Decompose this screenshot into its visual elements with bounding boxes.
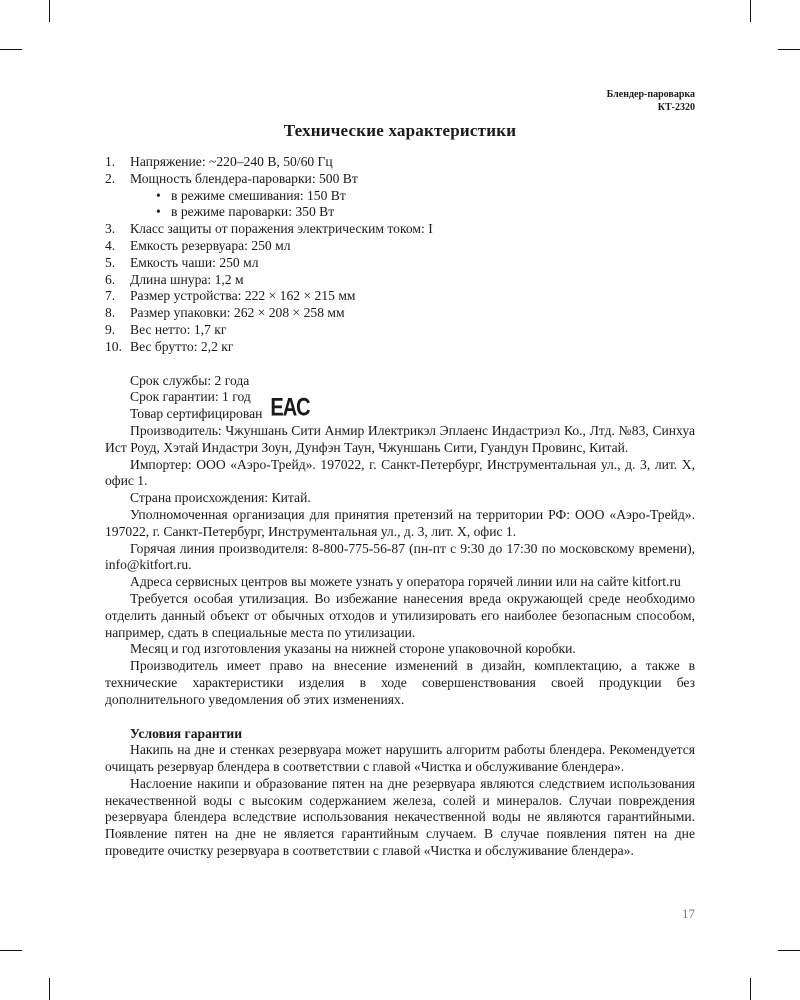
spec-text: Напряжение: ~220–240 В, 50/60 Гц: [130, 154, 333, 169]
eac-mark-icon: EAC: [270, 393, 310, 422]
spec-number: 4.: [105, 237, 116, 253]
crop-mark-bottom-left: [49, 978, 50, 1000]
service-centers-paragraph: Адреса сервисных центров вы можете узнать у оператора горячей линии или на сайте kitfort.ru: [130, 574, 681, 590]
hotline-paragraph: Горячая линия производителя: 8-800-775-56-87 (пн-пт с 9:30 до 17:30 по московскому времени), info@kitfort.ru.: [105, 540, 695, 573]
spec-text: Размер устройства: 222 × 162 × 215 мм: [130, 288, 356, 304]
service-life: Срок службы: 2 года: [130, 372, 250, 388]
power-mode-list: [130, 188, 695, 222]
spec-text: Размер упаковки: 262 × 208 × 258 мм: [130, 305, 345, 321]
certified-text: Товар сертифицирован: [130, 406, 263, 422]
warranty-period: Срок гарантии: 1 год: [130, 389, 251, 405]
crop-mark-right-bottom: [778, 950, 800, 951]
crop-mark-right-top: [778, 49, 800, 50]
spec-text: Вес нетто: 1,7 кг: [130, 321, 227, 337]
spec-item: [105, 288, 695, 305]
spec-text: Класс защиты от поражения электрическим током: I: [130, 221, 433, 237]
crop-mark-left-bottom: [0, 950, 22, 951]
spec-item: [105, 272, 695, 289]
page-number: 17: [682, 906, 695, 921]
spec-number: 7.: [105, 288, 116, 304]
warranty-paragraph: Наслоение накипи и образование пятен на дне резервуара являются следствием использования некачественной воды с высоким содержанием железа, солей и минералов. Случаи повреждения резервуара блендера вследствие использования некачественной воды не являются гарантийными. Появление пятен на дне не является гарантийным случаем. В случае появления пятен на дне проведите очистку резервуара в соответствии с главой «Чистка и обслуживание блендера».: [105, 775, 695, 859]
spec-number: 2.: [105, 170, 116, 186]
page-content: [105, 154, 695, 860]
running-header: [607, 88, 695, 114]
spec-item: [105, 255, 695, 272]
spec-text: Длина шнура: 1,2 м: [130, 271, 244, 287]
disposal-paragraph: Требуется особая утилизация. Во избежание нанесения вреда окружающей среде необходимо отделить данный объект от обычных отходов и утилизировать его наиболее безопасным способом, например, сдать в специальные места по утилизации.: [105, 590, 695, 640]
spec-list: [105, 154, 695, 356]
service-info: [105, 373, 695, 423]
crop-mark-top-right: [750, 0, 751, 22]
spec-text: Емкость резервуара: 250 мл: [130, 237, 291, 253]
warranty-heading: Условия гарантии: [130, 725, 243, 741]
manufacture-date-paragraph: Месяц и год изготовления указаны на нижней стороне упаковочной коробки.: [130, 641, 576, 657]
spec-text: Мощность блендера-пароварки: 500 Вт: [130, 170, 358, 186]
spec-number: 9.: [105, 321, 116, 337]
spec-text: Вес брутто: 2,2 кг: [130, 338, 234, 354]
warranty-paragraph: Накипь на дне и стенках резервуара может нарушить алгоритм работы блендера. Рекомендуется очищать резервуар блендера в соответствии с главой «Чистка и обслуживание блендера».: [105, 742, 695, 775]
header-model: КТ-2320: [657, 102, 695, 113]
changes-paragraph: Производитель имеет право на внесение изменений в дизайн, комплектацию, а также в технические характеристики изделия в ходе совершенствования своей продукции без дополнительного уведомления об этих изменениях.: [105, 658, 695, 707]
crop-mark-bottom-right: [750, 978, 751, 1000]
spec-number: 3.: [105, 221, 116, 237]
spec-number: 8.: [105, 305, 116, 321]
page-title: Технические характеристики: [283, 121, 517, 140]
spec-number: 10.: [105, 338, 122, 354]
spec-item: [105, 305, 695, 322]
spec-item: [105, 322, 695, 339]
spec-number: 6.: [105, 271, 116, 287]
spec-item: [105, 171, 695, 221]
origin-paragraph: Страна происхождения: Китай.: [130, 490, 311, 506]
claims-org-paragraph: Уполномоченная организация для принятия претензий на территории РФ: ООО «Аэро-Трейд». 197022, г. Санкт-Петербург, Инструментальная ул., д. 3, лит. Х, офис 1.: [105, 506, 695, 539]
spec-text: Емкость чаши: 250 мл: [130, 254, 259, 270]
spec-item: [105, 154, 695, 171]
spec-item: [105, 221, 695, 238]
spec-item: [105, 339, 695, 356]
crop-mark-top-left: [49, 0, 50, 22]
spec-item: [105, 238, 695, 255]
importer-paragraph: Импортер: ООО «Аэро-Трейд». 197022, г. Санкт-Петербург, Инструментальная ул., д. 3, лит. Х, офис 1.: [105, 456, 695, 489]
crop-mark-left-top: [0, 49, 22, 50]
manufacturer-paragraph: Производитель: Чжуншань Сити Анмир Илектрикэл Эплаенс Индастриэл Ко., Лтд. №83, Синхуа Ист Роуд, Хэтай Индастри Зоун, Дунфэн Таун, Чжуншань Сити, Гуандун Провинс, Китай.: [105, 422, 695, 455]
power-mode-item: • в режиме смешивания: 150 Вт: [156, 188, 695, 205]
spec-number: 1.: [105, 154, 116, 169]
spec-number: 5.: [105, 254, 116, 270]
header-product-name: Блендер-пароварка: [606, 89, 695, 100]
power-mode-item: • в режиме пароварки: 350 Вт: [156, 204, 695, 221]
